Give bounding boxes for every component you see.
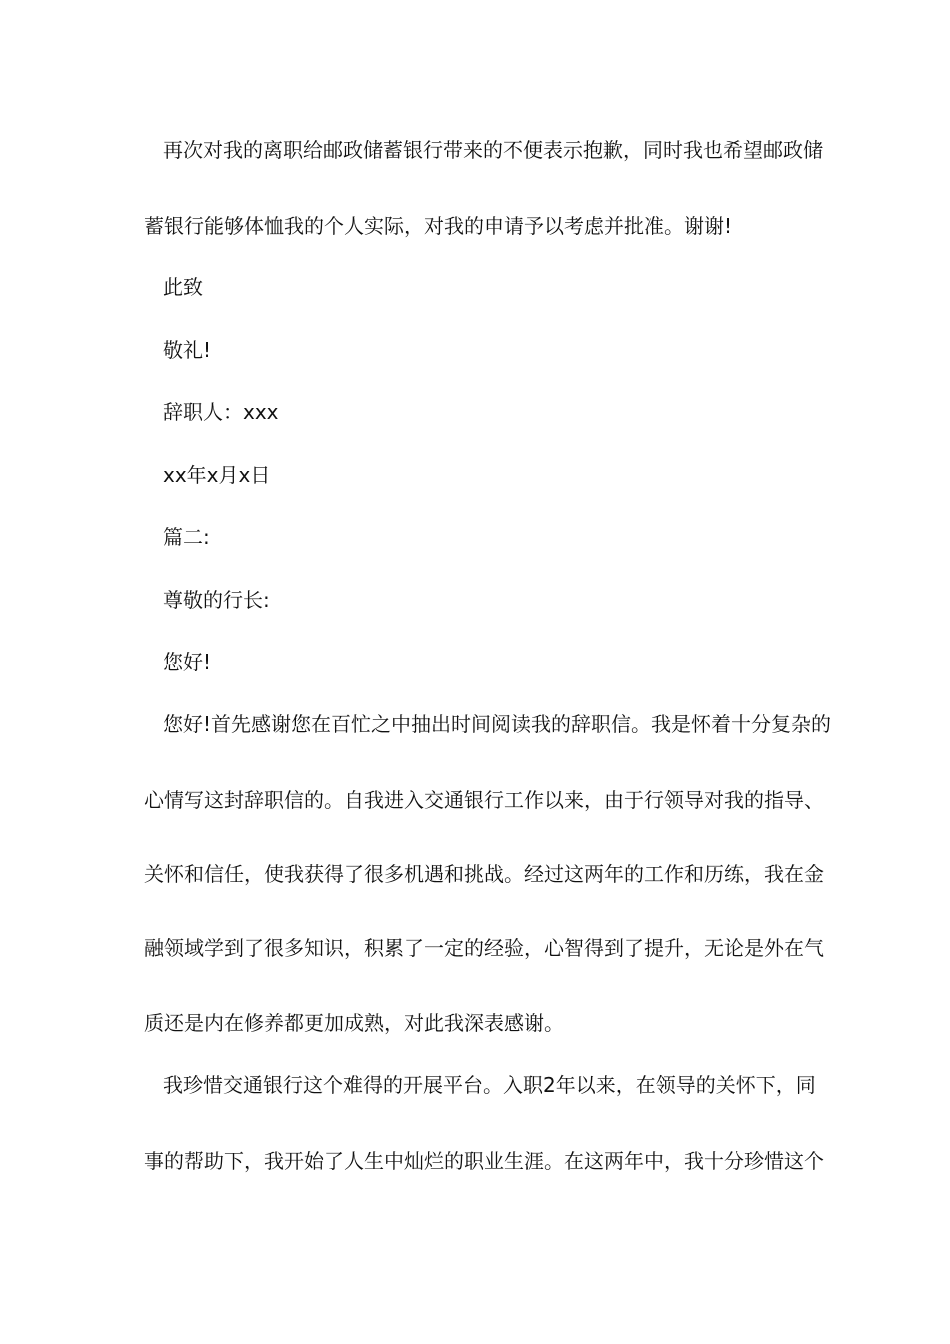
closing-line: 此致 bbox=[163, 275, 203, 299]
paragraph-line: 蓄银行能够体恤我的个人实际，对我的申请予以考虑并批准。谢谢! bbox=[144, 214, 733, 238]
paragraph-line: 质还是内在修养都更加成熟，对此我深表感谢。 bbox=[144, 1011, 564, 1035]
salutation-line: 敬礼! bbox=[163, 338, 212, 362]
greeting-line: 您好! bbox=[163, 650, 212, 674]
date-line: xx年x月x日 bbox=[163, 463, 271, 487]
paragraph-line: 我珍惜交通银行这个难得的开展平台。入职2年以来，在领导的关怀下，同 bbox=[163, 1073, 816, 1097]
paragraph-line: 关怀和信任，使我获得了很多机遇和挑战。经过这两年的工作和历练，我在金 bbox=[144, 862, 824, 886]
section-heading: 篇二: bbox=[163, 525, 210, 549]
paragraph-line: 融领域学到了很多知识，积累了一定的经验，心智得到了提升，无论是外在气 bbox=[144, 936, 824, 960]
paragraph-line: 事的帮助下，我开始了人生中灿烂的职业生涯。在这两年中，我十分珍惜这个 bbox=[144, 1149, 824, 1173]
paragraph-line: 心情写这封辞职信的。自我进入交通银行工作以来，由于行领导对我的指导、 bbox=[144, 788, 824, 812]
paragraph-line: 再次对我的离职给邮政储蓄银行带来的不便表示抱歉，同时我也希望邮政储 bbox=[163, 138, 823, 162]
signature-line: 辞职人：xxx bbox=[163, 400, 279, 424]
greeting-line: 尊敬的行长: bbox=[163, 588, 270, 612]
paragraph-line: 您好!首先感谢您在百忙之中抽出时间阅读我的辞职信。我是怀着十分复杂的 bbox=[163, 712, 832, 736]
